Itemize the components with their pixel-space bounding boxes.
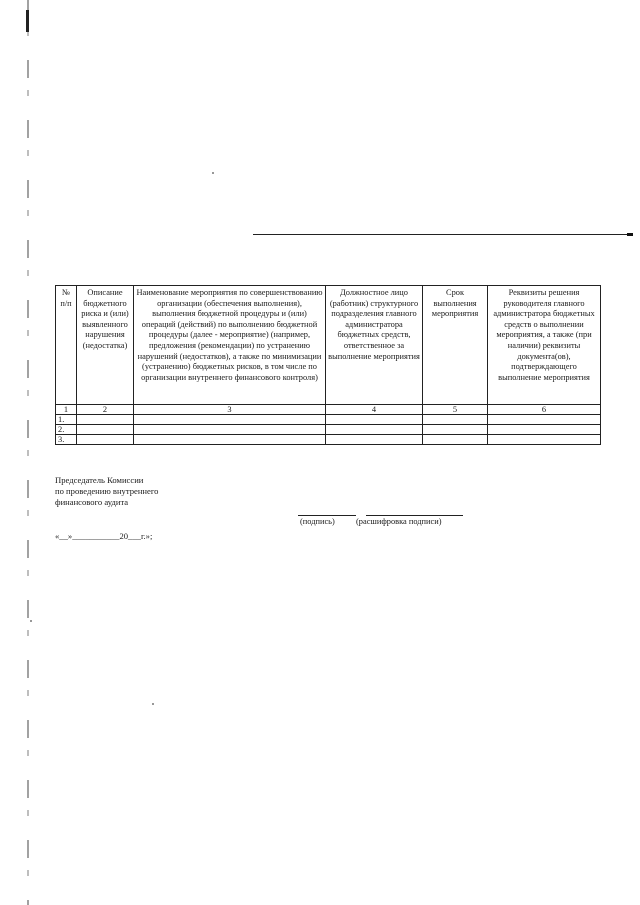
header-deadline: Срок выполнения мероприятия [423,286,488,405]
signature-line [298,515,356,516]
table-cell [134,425,326,435]
table-cell [134,415,326,425]
table-cell [488,435,601,445]
chairman-title [55,475,158,508]
column-number: 4 [326,405,423,415]
scan-speck [30,620,32,622]
header-responsible-official: Должностное лицо (работник) структурного подразделения главного администратора бюджетных средств, ответственное за выполнение мероприятия [326,286,423,405]
table-cell [134,435,326,445]
table-cell [488,425,601,435]
row-number: 2. [56,425,77,435]
table-row [56,425,601,435]
scan-speck [212,172,214,174]
column-number: 2 [77,405,134,415]
column-number: 5 [423,405,488,415]
table-row [56,435,601,445]
table-cell [326,435,423,445]
scan-speck [152,703,154,705]
table-cell [77,415,134,425]
column-numbers-row [56,405,601,415]
row-number: 3. [56,435,77,445]
chairman-line: Председатель Комиссии [55,475,144,485]
header-decision-details: Реквизиты решения руководителя главного администратора бюджетных средств о выполнении мероприятия, а также (при наличии) реквизиты документа(ов), подтверждающего выполнение мероприятия [488,286,601,405]
column-number: 1 [56,405,77,415]
table-row [56,415,601,425]
table-cell [423,435,488,445]
table-cell [326,415,423,425]
header-measure-name: Наименование мероприятия по совершенствованию организации (обеспечения выполнения), выполнения бюджетной процедуры и (или) операций (действий) по выполнению бюджетной процедуры (далее - мероприятие) (например, предложения (рекомендации) по устранению нарушений (недостатков), а также по минимизации (устранению) бюджетных рисков, в том числе по организации внутреннего финансового контроля) [134,286,326,405]
table-cell [326,425,423,435]
table-cell [423,415,488,425]
column-number: 6 [488,405,601,415]
table-header-row [56,286,601,405]
chairman-line: по проведению внутреннего [55,486,159,496]
date-line: «__»___________20___г.»; [55,531,153,541]
table-cell [488,415,601,425]
signature-decoding-label: (расшифровка подписи) [356,517,442,526]
signature-label: (подпись) [300,517,335,526]
table-cell [423,425,488,435]
signature-decoding-line [366,515,463,516]
signature-line-top [253,234,631,235]
measures-table [55,285,601,445]
row-number: 1. [56,415,77,425]
scan-edge-artifact [27,0,29,905]
table-cell [77,435,134,445]
table-cell [77,425,134,435]
header-number: № п/п [56,286,77,405]
column-number: 3 [134,405,326,415]
scan-mark [26,10,29,32]
chairman-line: финансового аудита [55,497,129,507]
header-risk-description: Описание бюджетного риска и (или) выявленного нарушения (недостатка) [77,286,134,405]
